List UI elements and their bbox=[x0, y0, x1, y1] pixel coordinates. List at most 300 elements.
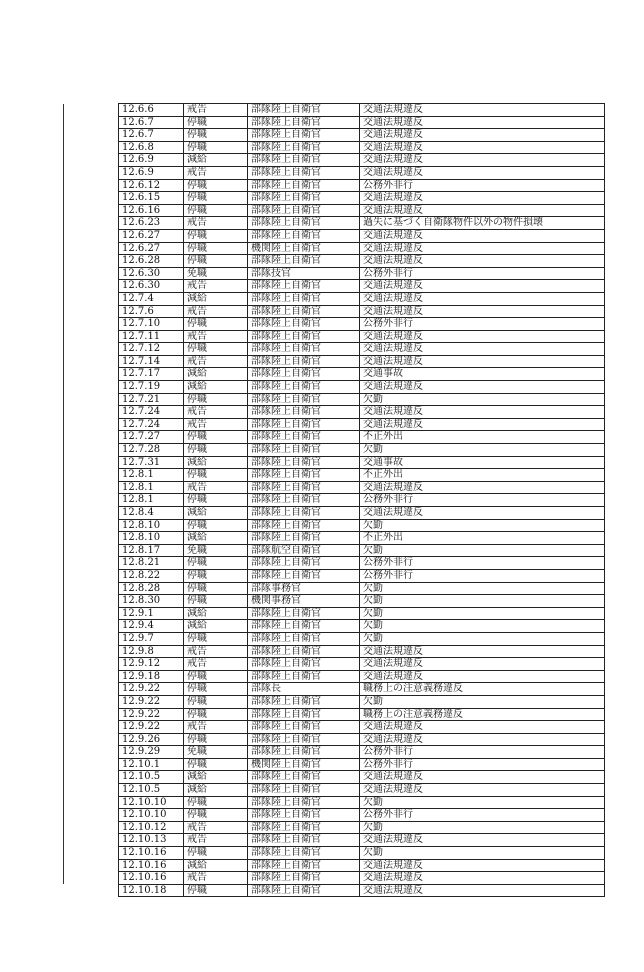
rank-cell: 部隊陸上自衛官 bbox=[248, 444, 360, 457]
rank-cell: 部隊陸上自衛官 bbox=[248, 859, 360, 872]
rank-cell: 部隊陸上自衛官 bbox=[248, 645, 360, 658]
action-cell: 戒告 bbox=[184, 872, 248, 885]
table-row bbox=[119, 544, 605, 557]
reason-cell: 公務外非行 bbox=[360, 557, 605, 570]
date-cell: 12.10.13 bbox=[119, 834, 184, 847]
table-row bbox=[119, 192, 605, 205]
action-cell: 停職 bbox=[184, 129, 248, 142]
rank-cell: 部隊陸上自衛官 bbox=[248, 847, 360, 860]
action-cell: 減給 bbox=[184, 784, 248, 797]
date-cell: 12.9.8 bbox=[119, 645, 184, 658]
table-row bbox=[119, 507, 605, 520]
table-row bbox=[119, 607, 605, 620]
action-cell: 停職 bbox=[184, 141, 248, 154]
action-cell: 停職 bbox=[184, 343, 248, 356]
reason-cell: 交通法規違反 bbox=[360, 834, 605, 847]
date-cell: 12.6.30 bbox=[119, 267, 184, 280]
date-cell: 12.10.10 bbox=[119, 809, 184, 822]
rank-cell: 部隊陸上自衛官 bbox=[248, 154, 360, 167]
rank-cell: 部隊陸上自衛官 bbox=[248, 708, 360, 721]
date-cell: 12.7.19 bbox=[119, 381, 184, 394]
action-cell: 停職 bbox=[184, 204, 248, 217]
reason-cell: 交通法規違反 bbox=[360, 255, 605, 268]
action-cell: 戒告 bbox=[184, 645, 248, 658]
table-row bbox=[119, 582, 605, 595]
action-cell: 戒告 bbox=[184, 217, 248, 230]
action-cell: 戒告 bbox=[184, 355, 248, 368]
action-cell: 停職 bbox=[184, 595, 248, 608]
date-cell: 12.6.8 bbox=[119, 141, 184, 154]
table-row bbox=[119, 418, 605, 431]
reason-cell: 交通法規違反 bbox=[360, 721, 605, 734]
reason-cell: 公務外非行 bbox=[360, 179, 605, 192]
rank-cell: 部隊技官 bbox=[248, 267, 360, 280]
action-cell: 停職 bbox=[184, 318, 248, 331]
rank-cell: 部隊陸上自衛官 bbox=[248, 469, 360, 482]
rank-cell: 部隊陸上自衛官 bbox=[248, 456, 360, 469]
reason-cell: 交通法規違反 bbox=[360, 204, 605, 217]
reason-cell: 公務外非行 bbox=[360, 318, 605, 331]
reason-cell: 交通法規違反 bbox=[360, 166, 605, 179]
date-cell: 12.7.27 bbox=[119, 431, 184, 444]
reason-cell: 欠勤 bbox=[360, 620, 605, 633]
rank-cell: 部隊陸上自衛官 bbox=[248, 343, 360, 356]
action-cell: 停職 bbox=[184, 884, 248, 897]
reason-cell: 過失に基づく自衛隊物件以外の物件損壊 bbox=[360, 217, 605, 230]
table-row bbox=[119, 632, 605, 645]
action-cell: 停職 bbox=[184, 557, 248, 570]
table-row bbox=[119, 809, 605, 822]
table-row bbox=[119, 166, 605, 179]
table-row bbox=[119, 569, 605, 582]
action-cell: 減給 bbox=[184, 381, 248, 394]
rank-cell: 部隊陸上自衛官 bbox=[248, 733, 360, 746]
date-cell: 12.9.22 bbox=[119, 695, 184, 708]
table-row bbox=[119, 393, 605, 406]
date-cell: 12.7.28 bbox=[119, 444, 184, 457]
table-row bbox=[119, 658, 605, 671]
date-cell: 12.7.21 bbox=[119, 393, 184, 406]
action-cell: 停職 bbox=[184, 242, 248, 255]
table-row bbox=[119, 821, 605, 834]
rank-cell: 部隊陸上自衛官 bbox=[248, 481, 360, 494]
table-row bbox=[119, 620, 605, 633]
reason-cell: 不正外出 bbox=[360, 532, 605, 545]
table-body bbox=[119, 104, 605, 897]
reason-cell: 交通法規違反 bbox=[360, 771, 605, 784]
rank-cell: 部隊陸上自衛官 bbox=[248, 166, 360, 179]
action-cell: 減給 bbox=[184, 607, 248, 620]
date-cell: 12.9.22 bbox=[119, 721, 184, 734]
table-row bbox=[119, 532, 605, 545]
date-cell: 12.7.12 bbox=[119, 343, 184, 356]
date-cell: 12.7.10 bbox=[119, 318, 184, 331]
table-row bbox=[119, 708, 605, 721]
action-cell: 戒告 bbox=[184, 280, 248, 293]
action-cell: 停職 bbox=[184, 469, 248, 482]
rank-cell: 部隊陸上自衛官 bbox=[248, 141, 360, 154]
date-cell: 12.10.16 bbox=[119, 872, 184, 885]
action-cell: 停職 bbox=[184, 192, 248, 205]
rank-cell: 部隊陸上自衛官 bbox=[248, 519, 360, 532]
reason-cell: 交通法規違反 bbox=[360, 670, 605, 683]
rank-cell: 部隊陸上自衛官 bbox=[248, 494, 360, 507]
reason-cell: 欠勤 bbox=[360, 847, 605, 860]
date-cell: 12.6.27 bbox=[119, 229, 184, 242]
table-row bbox=[119, 129, 605, 142]
date-cell: 12.8.1 bbox=[119, 494, 184, 507]
disciplinary-record-table bbox=[118, 103, 605, 897]
reason-cell: 欠勤 bbox=[360, 595, 605, 608]
reason-cell: 交通法規違反 bbox=[360, 784, 605, 797]
rank-cell: 部隊陸上自衛官 bbox=[248, 834, 360, 847]
date-cell: 12.7.31 bbox=[119, 456, 184, 469]
action-cell: 減給 bbox=[184, 507, 248, 520]
table-row bbox=[119, 292, 605, 305]
table-row bbox=[119, 330, 605, 343]
table-row bbox=[119, 217, 605, 230]
date-cell: 12.8.21 bbox=[119, 557, 184, 570]
rank-cell: 部隊陸上自衛官 bbox=[248, 179, 360, 192]
action-cell: 停職 bbox=[184, 494, 248, 507]
action-cell: 停職 bbox=[184, 519, 248, 532]
rank-cell: 部隊陸上自衛官 bbox=[248, 821, 360, 834]
action-cell: 戒告 bbox=[184, 330, 248, 343]
reason-cell: 欠勤 bbox=[360, 607, 605, 620]
action-cell: 停職 bbox=[184, 116, 248, 129]
action-cell: 減給 bbox=[184, 771, 248, 784]
rank-cell: 部隊陸上自衛官 bbox=[248, 569, 360, 582]
table-row bbox=[119, 695, 605, 708]
reason-cell: 公務外非行 bbox=[360, 494, 605, 507]
date-cell: 12.7.24 bbox=[119, 418, 184, 431]
action-cell: 停職 bbox=[184, 708, 248, 721]
action-cell: 停職 bbox=[184, 670, 248, 683]
reason-cell: 不正外出 bbox=[360, 469, 605, 482]
action-cell: 停職 bbox=[184, 444, 248, 457]
action-cell: 停職 bbox=[184, 582, 248, 595]
action-cell: 停職 bbox=[184, 255, 248, 268]
date-cell: 12.9.4 bbox=[119, 620, 184, 633]
table-row bbox=[119, 280, 605, 293]
rank-cell: 部隊陸上自衛官 bbox=[248, 116, 360, 129]
reason-cell: 交通法規違反 bbox=[360, 381, 605, 394]
rank-cell: 部隊陸上自衛官 bbox=[248, 721, 360, 734]
date-cell: 12.9.26 bbox=[119, 733, 184, 746]
reason-cell: 公務外非行 bbox=[360, 267, 605, 280]
action-cell: 減給 bbox=[184, 154, 248, 167]
reason-cell: 交通法規違反 bbox=[360, 406, 605, 419]
rank-cell: 機関陸上自衛官 bbox=[248, 242, 360, 255]
reason-cell: 交通法規違反 bbox=[360, 116, 605, 129]
rank-cell: 部隊陸上自衛官 bbox=[248, 431, 360, 444]
action-cell: 停職 bbox=[184, 431, 248, 444]
date-cell: 12.10.16 bbox=[119, 847, 184, 860]
rank-cell: 部隊陸上自衛官 bbox=[248, 381, 360, 394]
table-row bbox=[119, 557, 605, 570]
action-cell: 減給 bbox=[184, 859, 248, 872]
date-cell: 12.6.9 bbox=[119, 154, 184, 167]
date-cell: 12.6.28 bbox=[119, 255, 184, 268]
date-cell: 12.9.7 bbox=[119, 632, 184, 645]
reason-cell: 欠勤 bbox=[360, 796, 605, 809]
rank-cell: 部隊陸上自衛官 bbox=[248, 746, 360, 759]
table-row bbox=[119, 834, 605, 847]
reason-cell: 交通法規違反 bbox=[360, 192, 605, 205]
date-cell: 12.9.22 bbox=[119, 708, 184, 721]
reason-cell: 公務外非行 bbox=[360, 746, 605, 759]
action-cell: 戒告 bbox=[184, 481, 248, 494]
date-cell: 12.6.6 bbox=[119, 104, 184, 117]
date-cell: 12.7.11 bbox=[119, 330, 184, 343]
action-cell: 停職 bbox=[184, 847, 248, 860]
reason-cell: 交通法規違反 bbox=[360, 330, 605, 343]
rank-cell: 部隊陸上自衛官 bbox=[248, 255, 360, 268]
date-cell: 12.8.1 bbox=[119, 481, 184, 494]
date-cell: 12.6.7 bbox=[119, 116, 184, 129]
table-row bbox=[119, 784, 605, 797]
reason-cell: 交通法規違反 bbox=[360, 859, 605, 872]
date-cell: 12.6.23 bbox=[119, 217, 184, 230]
rank-cell: 部隊陸上自衛官 bbox=[248, 418, 360, 431]
table-row bbox=[119, 104, 605, 117]
action-cell: 戒告 bbox=[184, 821, 248, 834]
action-cell: 停職 bbox=[184, 683, 248, 696]
rank-cell: 部隊陸上自衛官 bbox=[248, 393, 360, 406]
reason-cell: 公務外非行 bbox=[360, 569, 605, 582]
rank-cell: 部隊陸上自衛官 bbox=[248, 204, 360, 217]
table-row bbox=[119, 242, 605, 255]
table-row bbox=[119, 884, 605, 897]
action-cell: 減給 bbox=[184, 532, 248, 545]
table-row bbox=[119, 141, 605, 154]
rank-cell: 部隊航空自衛官 bbox=[248, 544, 360, 557]
reason-cell: 公務外非行 bbox=[360, 809, 605, 822]
rank-cell: 部隊陸上自衛官 bbox=[248, 305, 360, 318]
reason-cell: 欠勤 bbox=[360, 632, 605, 645]
action-cell: 戒告 bbox=[184, 834, 248, 847]
rank-cell: 部隊陸上自衛官 bbox=[248, 809, 360, 822]
table-row bbox=[119, 204, 605, 217]
rank-cell: 部隊陸上自衛官 bbox=[248, 406, 360, 419]
rank-cell: 部隊陸上自衛官 bbox=[248, 632, 360, 645]
rank-cell: 部隊陸上自衛官 bbox=[248, 280, 360, 293]
date-cell: 12.9.12 bbox=[119, 658, 184, 671]
rank-cell: 部隊事務官 bbox=[248, 582, 360, 595]
action-cell: 戒告 bbox=[184, 104, 248, 117]
reason-cell: 交通法規違反 bbox=[360, 292, 605, 305]
table-row bbox=[119, 721, 605, 734]
reason-cell: 欠勤 bbox=[360, 393, 605, 406]
rank-cell: 部隊長 bbox=[248, 683, 360, 696]
date-cell: 12.7.6 bbox=[119, 305, 184, 318]
date-cell: 12.9.22 bbox=[119, 683, 184, 696]
date-cell: 12.8.4 bbox=[119, 507, 184, 520]
table-row bbox=[119, 318, 605, 331]
table-row bbox=[119, 381, 605, 394]
table-row bbox=[119, 595, 605, 608]
table-row bbox=[119, 406, 605, 419]
action-cell: 戒告 bbox=[184, 166, 248, 179]
table-row bbox=[119, 859, 605, 872]
reason-cell: 交通法規違反 bbox=[360, 658, 605, 671]
date-cell: 12.10.5 bbox=[119, 771, 184, 784]
date-cell: 12.8.17 bbox=[119, 544, 184, 557]
reason-cell: 交通法規違反 bbox=[360, 355, 605, 368]
rank-cell: 部隊陸上自衛官 bbox=[248, 670, 360, 683]
table-row bbox=[119, 179, 605, 192]
rank-cell: 部隊陸上自衛官 bbox=[248, 607, 360, 620]
table-row bbox=[119, 481, 605, 494]
rank-cell: 部隊陸上自衛官 bbox=[248, 192, 360, 205]
reason-cell: 交通事故 bbox=[360, 368, 605, 381]
reason-cell: 職務上の注意義務違反 bbox=[360, 683, 605, 696]
date-cell: 12.8.28 bbox=[119, 582, 184, 595]
action-cell: 停職 bbox=[184, 569, 248, 582]
table-row bbox=[119, 343, 605, 356]
reason-cell: 交通法規違反 bbox=[360, 242, 605, 255]
table-row bbox=[119, 444, 605, 457]
date-cell: 12.10.1 bbox=[119, 758, 184, 771]
rank-cell: 部隊陸上自衛官 bbox=[248, 229, 360, 242]
date-cell: 12.10.12 bbox=[119, 821, 184, 834]
date-cell: 12.9.1 bbox=[119, 607, 184, 620]
reason-cell: 不正外出 bbox=[360, 431, 605, 444]
action-cell: 停職 bbox=[184, 229, 248, 242]
action-cell: 戒告 bbox=[184, 721, 248, 734]
date-cell: 12.8.1 bbox=[119, 469, 184, 482]
reason-cell: 交通法規違反 bbox=[360, 733, 605, 746]
action-cell: 戒告 bbox=[184, 406, 248, 419]
action-cell: 停職 bbox=[184, 758, 248, 771]
date-cell: 12.6.15 bbox=[119, 192, 184, 205]
action-cell: 戒告 bbox=[184, 305, 248, 318]
left-margin-rule bbox=[63, 104, 64, 884]
action-cell: 停職 bbox=[184, 632, 248, 645]
action-cell: 減給 bbox=[184, 456, 248, 469]
action-cell: 免職 bbox=[184, 267, 248, 280]
table-row bbox=[119, 733, 605, 746]
date-cell: 12.6.30 bbox=[119, 280, 184, 293]
action-cell: 免職 bbox=[184, 544, 248, 557]
rank-cell: 部隊陸上自衛官 bbox=[248, 318, 360, 331]
reason-cell: 欠勤 bbox=[360, 519, 605, 532]
table-row bbox=[119, 431, 605, 444]
rank-cell: 機関事務官 bbox=[248, 595, 360, 608]
rank-cell: 部隊陸上自衛官 bbox=[248, 217, 360, 230]
reason-cell: 欠勤 bbox=[360, 695, 605, 708]
rank-cell: 部隊陸上自衛官 bbox=[248, 658, 360, 671]
rank-cell: 部隊陸上自衛官 bbox=[248, 532, 360, 545]
date-cell: 12.7.14 bbox=[119, 355, 184, 368]
rank-cell: 部隊陸上自衛官 bbox=[248, 771, 360, 784]
rank-cell: 部隊陸上自衛官 bbox=[248, 872, 360, 885]
date-cell: 12.7.4 bbox=[119, 292, 184, 305]
table-row bbox=[119, 456, 605, 469]
date-cell: 12.6.16 bbox=[119, 204, 184, 217]
rank-cell: 部隊陸上自衛官 bbox=[248, 695, 360, 708]
reason-cell: 欠勤 bbox=[360, 582, 605, 595]
table-row bbox=[119, 305, 605, 318]
date-cell: 12.8.22 bbox=[119, 569, 184, 582]
rank-cell: 部隊陸上自衛官 bbox=[248, 796, 360, 809]
table-row bbox=[119, 494, 605, 507]
date-cell: 12.6.7 bbox=[119, 129, 184, 142]
table-row bbox=[119, 154, 605, 167]
action-cell: 停職 bbox=[184, 393, 248, 406]
reason-cell: 交通法規違反 bbox=[360, 884, 605, 897]
reason-cell: 交通法規違反 bbox=[360, 129, 605, 142]
reason-cell: 交通法規違反 bbox=[360, 418, 605, 431]
date-cell: 12.8.10 bbox=[119, 519, 184, 532]
reason-cell: 交通法規違反 bbox=[360, 154, 605, 167]
date-cell: 12.6.9 bbox=[119, 166, 184, 179]
table-row bbox=[119, 746, 605, 759]
date-cell: 12.9.18 bbox=[119, 670, 184, 683]
action-cell: 停職 bbox=[184, 796, 248, 809]
date-cell: 12.6.12 bbox=[119, 179, 184, 192]
table-row bbox=[119, 683, 605, 696]
table-row bbox=[119, 670, 605, 683]
table-row bbox=[119, 255, 605, 268]
date-cell: 12.10.5 bbox=[119, 784, 184, 797]
table-row bbox=[119, 645, 605, 658]
date-cell: 12.10.10 bbox=[119, 796, 184, 809]
reason-cell: 交通法規違反 bbox=[360, 305, 605, 318]
rank-cell: 部隊陸上自衛官 bbox=[248, 330, 360, 343]
reason-cell: 交通法規違反 bbox=[360, 872, 605, 885]
date-cell: 12.7.24 bbox=[119, 406, 184, 419]
table-row bbox=[119, 796, 605, 809]
date-cell: 12.7.17 bbox=[119, 368, 184, 381]
action-cell: 減給 bbox=[184, 368, 248, 381]
table-row bbox=[119, 872, 605, 885]
table-row bbox=[119, 229, 605, 242]
reason-cell: 交通法規違反 bbox=[360, 104, 605, 117]
reason-cell: 交通法規違反 bbox=[360, 229, 605, 242]
rank-cell: 部隊陸上自衛官 bbox=[248, 355, 360, 368]
rank-cell: 部隊陸上自衛官 bbox=[248, 129, 360, 142]
rank-cell: 部隊陸上自衛官 bbox=[248, 507, 360, 520]
reason-cell: 欠勤 bbox=[360, 544, 605, 557]
action-cell: 停職 bbox=[184, 695, 248, 708]
reason-cell: 交通法規違反 bbox=[360, 645, 605, 658]
reason-cell: 職務上の注意義務違反 bbox=[360, 708, 605, 721]
reason-cell: 交通法規違反 bbox=[360, 507, 605, 520]
reason-cell: 交通事故 bbox=[360, 456, 605, 469]
table-row bbox=[119, 758, 605, 771]
action-cell: 減給 bbox=[184, 292, 248, 305]
rank-cell: 部隊陸上自衛官 bbox=[248, 292, 360, 305]
rank-cell: 部隊陸上自衛官 bbox=[248, 104, 360, 117]
date-cell: 12.10.16 bbox=[119, 859, 184, 872]
date-cell: 12.8.30 bbox=[119, 595, 184, 608]
reason-cell: 公務外非行 bbox=[360, 758, 605, 771]
reason-cell: 欠勤 bbox=[360, 444, 605, 457]
rank-cell: 部隊陸上自衛官 bbox=[248, 784, 360, 797]
rank-cell: 部隊陸上自衛官 bbox=[248, 557, 360, 570]
reason-cell: 欠勤 bbox=[360, 821, 605, 834]
rank-cell: 部隊陸上自衛官 bbox=[248, 884, 360, 897]
table-row bbox=[119, 368, 605, 381]
table-row bbox=[119, 355, 605, 368]
table-row bbox=[119, 267, 605, 280]
action-cell: 戒告 bbox=[184, 418, 248, 431]
table-row bbox=[119, 469, 605, 482]
rank-cell: 部隊陸上自衛官 bbox=[248, 620, 360, 633]
action-cell: 免職 bbox=[184, 746, 248, 759]
table-row bbox=[119, 847, 605, 860]
